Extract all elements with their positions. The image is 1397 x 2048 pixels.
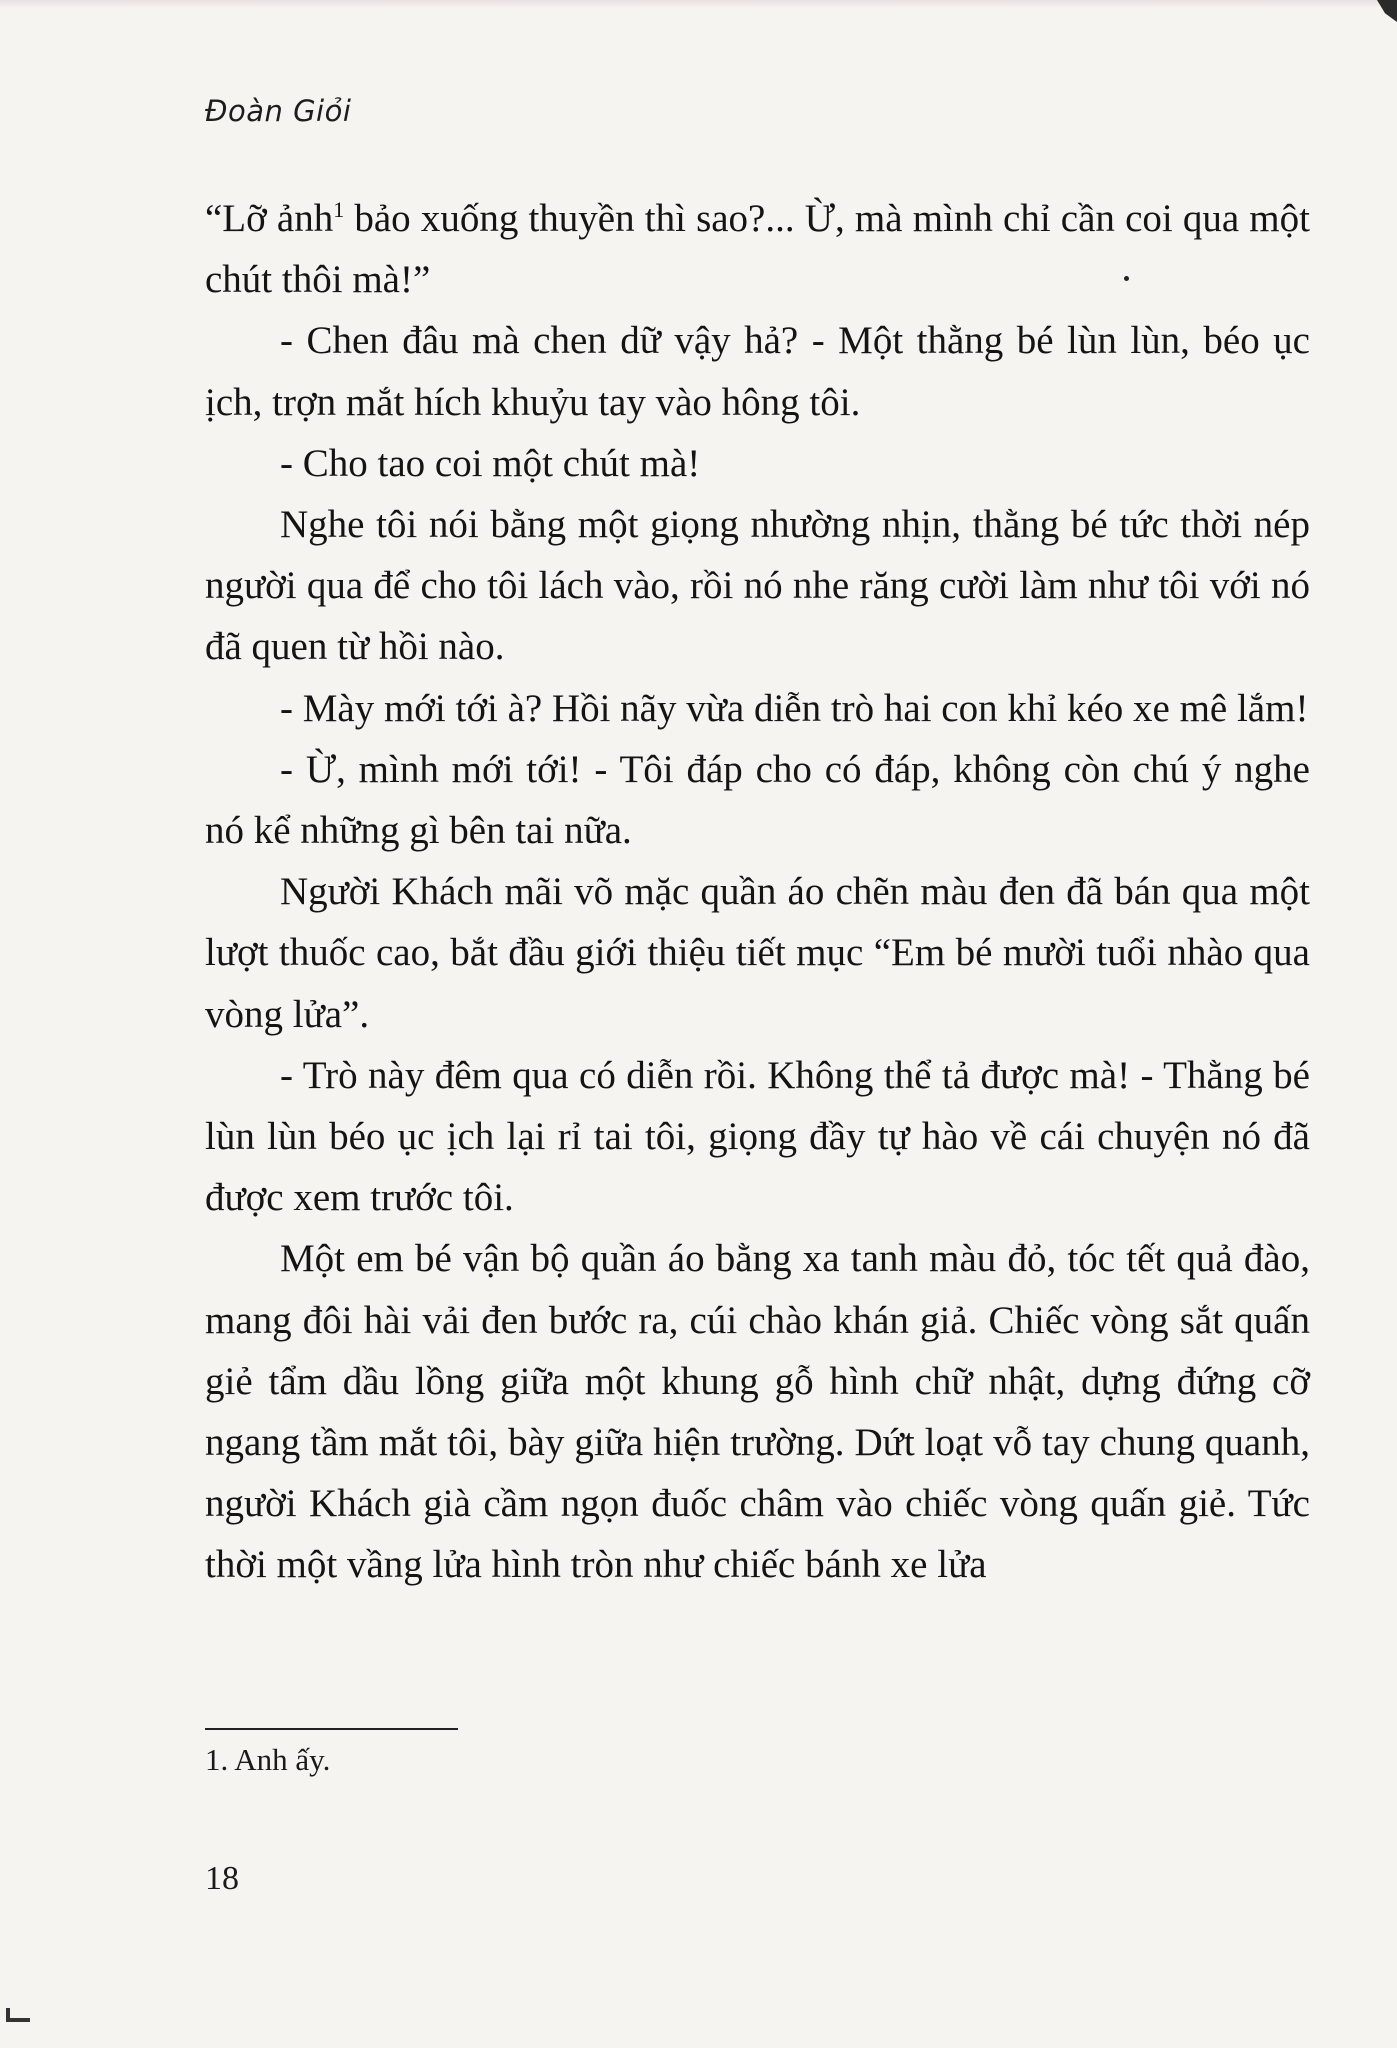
paragraph-6: - Ừ, mình mới tới! - Tôi đáp cho có đáp, không còn chú ý nghe nó kể những gì bên tai nữa. <box>205 747 1310 853</box>
paragraph-1-text-a: “Lỡ ảnh <box>205 197 334 240</box>
footnote-reference: 1 <box>333 197 345 222</box>
paragraph-9: Một em bé vận bộ quần áo bằng xa tanh màu đỏ, tóc tết quả đào, mang đôi hài vải đen bước ra, cúi chào khán giả. Chiếc vòng sắt quấn giẻ tẩm dầu lồng giữa một khung gỗ hình chữ nhật, dựng đứng cỡ ngang tầm mắt tôi, bày giữa hiện trường. Dứt loạt vỗ tay chung quanh, người Khách già cầm ngọn đuốc châm vào chiếc vòng quấn giẻ. Tức thời một vầng lửa hình tròn như chiếc bánh xe lửa <box>205 1237 1310 1587</box>
scan-corner-mark <box>1377 0 1397 22</box>
paragraph-5: - Mày mới tới à? Hồi nãy vừa diễn trò hai con khỉ kéo xe mê lắm! <box>280 686 1309 730</box>
footnote-divider <box>205 1728 458 1730</box>
paragraph-2: - Chen đâu mà chen dữ vậy hả? - Một thằng bé lùn lùn, béo ục ịch, trợn mắt hích khuỷu tay vào hông tôi. <box>205 319 1310 424</box>
crop-mark <box>6 2008 30 2022</box>
paragraph-7: Người Khách mãi võ mặc quần áo chẽn màu đen đã bán qua một lượt thuốc cao, bắt đầu giới thiệu tiết mục “Em bé mười tuổi nhào qua vòng lửa”. <box>205 870 1310 1036</box>
paragraph-8: - Trò này đêm qua có diễn rồi. Không thể tả được mà! - Thằng bé lùn lùn béo ục ịch lại rỉ tai tôi, giọng đầy tự hào về cái chuyện nó đã được xem trước tôi. <box>205 1053 1310 1220</box>
paragraph-1 <box>205 188 1310 310</box>
footnote-1: 1. Anh ấy. <box>205 1742 331 1777</box>
paragraph-3: - Cho tao coi một chút mà! <box>280 441 701 485</box>
body-text <box>205 188 1310 1596</box>
stray-ink-dot <box>1124 276 1129 281</box>
paragraph-4: Nghe tôi nói bằng một giọng nhường nhịn, thằng bé tức thời nép người qua để cho tôi lách vào, rồi nó nhe răng cười làm như tôi với nó đã quen từ hồi nào. <box>205 503 1310 669</box>
paragraph-1-text-b: bảo xuống thuyền thì sao?... Ừ, mà mình chỉ cần coi qua một chút thôi mà!” <box>205 197 1310 302</box>
page-number: 18 <box>205 1860 239 1897</box>
page-top-edge <box>0 0 1397 8</box>
running-head-author: Đoàn Giỏi <box>205 94 352 128</box>
